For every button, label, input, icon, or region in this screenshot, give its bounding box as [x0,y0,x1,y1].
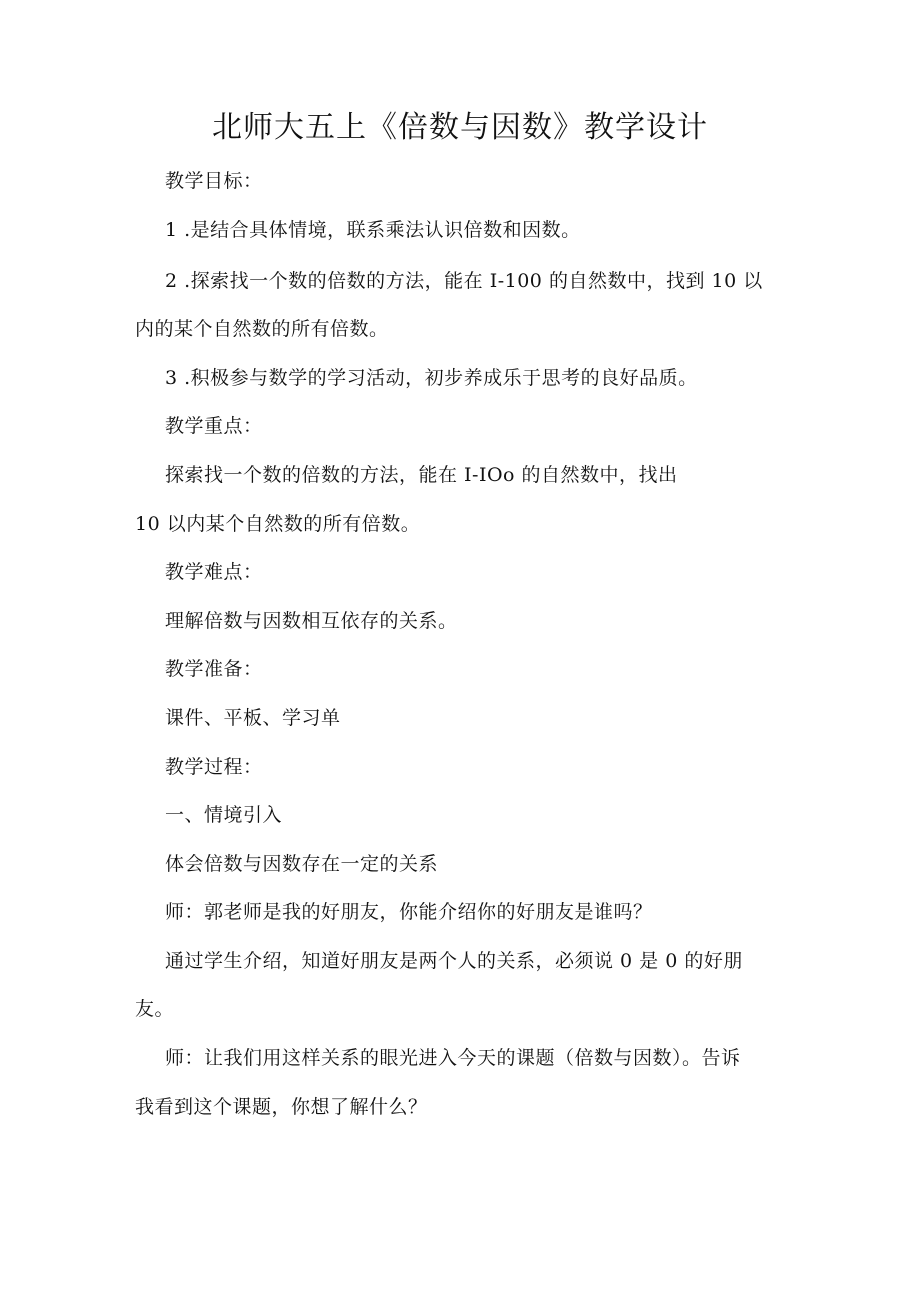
paragraph-line: 2 .探索找一个数的倍数的方法，能在 I-100 的自然数中，找到 10 以 [165,270,763,292]
section-heading-difficulties: 教学难点： [165,561,263,583]
section-heading-key-points: 教学重点： [165,415,263,437]
paragraph-line: 课件、平板、学习单 [165,707,341,729]
paragraph-line: 内的某个自然数的所有倍数。 [135,318,389,340]
paragraph-line: 师：让我们用这样关系的眼光进入今天的课题（倍数与因数）。告诉 [165,1047,741,1069]
subsection-heading: 一、情境引入 [165,804,283,826]
paragraph-line: 理解倍数与因数相互依存的关系。 [165,610,458,632]
paragraph-line: 通过学生介绍，知道好朋友是两个人的关系，必须说 0 是 0 的好朋 [165,950,743,972]
paragraph-line: 体会倍数与因数存在一定的关系 [165,853,439,875]
paragraph-line: 10 以内某个自然数的所有倍数。 [135,513,421,535]
paragraph-line: 1 .是结合具体情境，联系乘法认识倍数和因数。 [165,219,581,241]
document-title: 北师大五上《倍数与因数》教学设计 [212,110,708,145]
section-heading-objectives: 教学目标： [165,170,263,192]
section-heading-preparation: 教学准备： [165,658,263,680]
paragraph-line: 我看到这个课题，你想了解什么？ [135,1096,428,1118]
paragraph-line: 师：郭老师是我的好朋友，你能介绍你的好朋友是谁吗？ [165,901,653,923]
section-heading-process: 教学过程： [165,756,263,778]
paragraph-line: 探索找一个数的倍数的方法，能在 I-IOo 的自然数中，找出 [165,464,678,486]
paragraph-line: 3 .积极参与数学的学习活动，初步养成乐于思考的良好品质。 [165,367,698,389]
paragraph-line: 友。 [135,998,175,1020]
